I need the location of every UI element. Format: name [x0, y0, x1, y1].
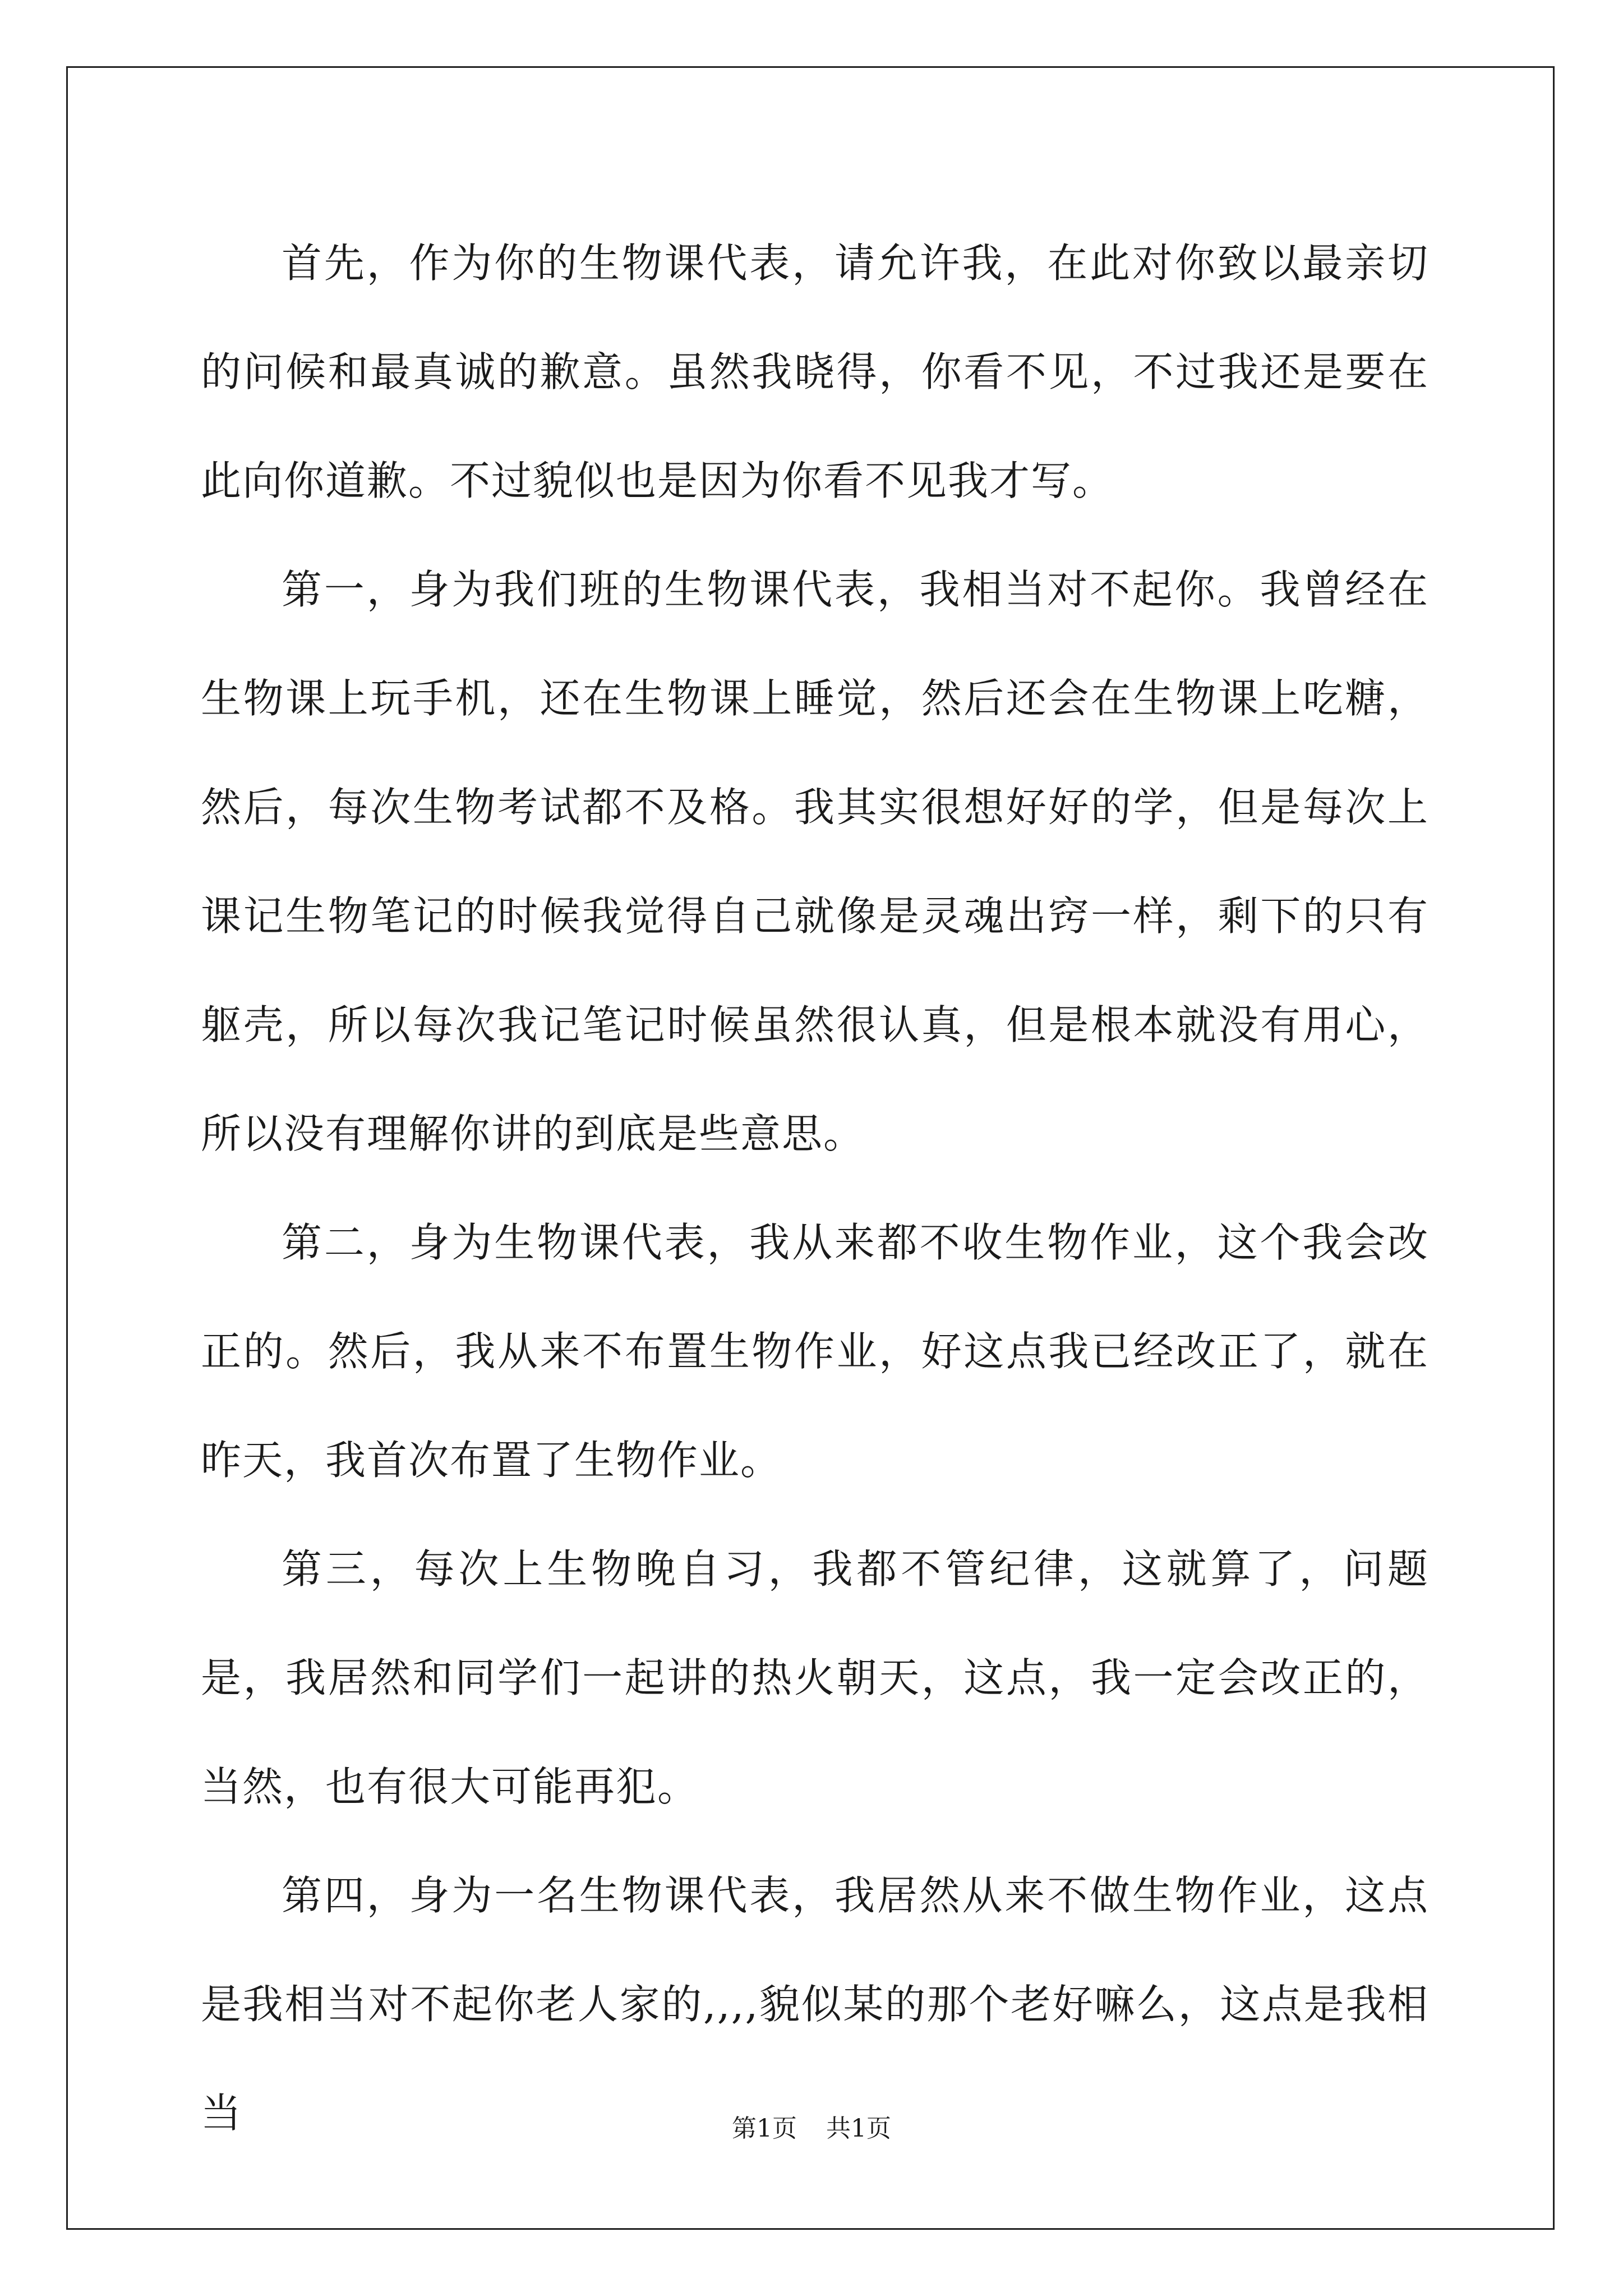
paragraph-first: 第一，身为我们班的生物课代表，我相当对不起你。我曾经在生物课上玩手机，还在生物课上睡觉，然后还会在生物课上吃糖，然后，每次生物考试都不及格。我其实很想好好的学，但是每次上课记生物笔记的时候我觉得自己就像是灵魂出窍一样，剩下的只有躯壳，所以每次我记笔记时候虽然很认真，但是根本就没有用心，所以没有理解你讲的到底是些意思。 [201, 566, 1429, 1157]
page-footer [0, 2112, 1623, 2146]
page-total: 共1页 [826, 2114, 891, 2143]
paragraph-intro: 首先，作为你的生物课代表，请允许我，在此对你致以最亲切的问候和最真诚的歉意。虽然我晓得，你看不见，不过我还是要在此向你道歉。不过貌似也是因为你看不见我才写。 [201, 240, 1429, 504]
paragraph-second: 第二，身为生物课代表，我从来都不收生物作业，这个我会改正的。然后，我从来不布置生物作业，好这点我已经改正了，就在昨天，我首次布置了生物作业。 [201, 1219, 1429, 1484]
document-body [201, 209, 1429, 2168]
page-number: 第1页 [732, 2114, 797, 2143]
paragraph-third: 第三，每次上生物晚自习，我都不管纪律，这就算了，问题是，我居然和同学们一起讲的热火朝天，这点，我一定会改正的，当然，也有很大可能再犯。 [201, 1545, 1429, 1810]
paragraph-fourth: 第四，身为一名生物课代表，我居然从来不做生物作业，这点是我相当对不起你老人家的,,,,貌似某的那个老好嘛么，这点是我相当 [201, 1872, 1429, 2137]
